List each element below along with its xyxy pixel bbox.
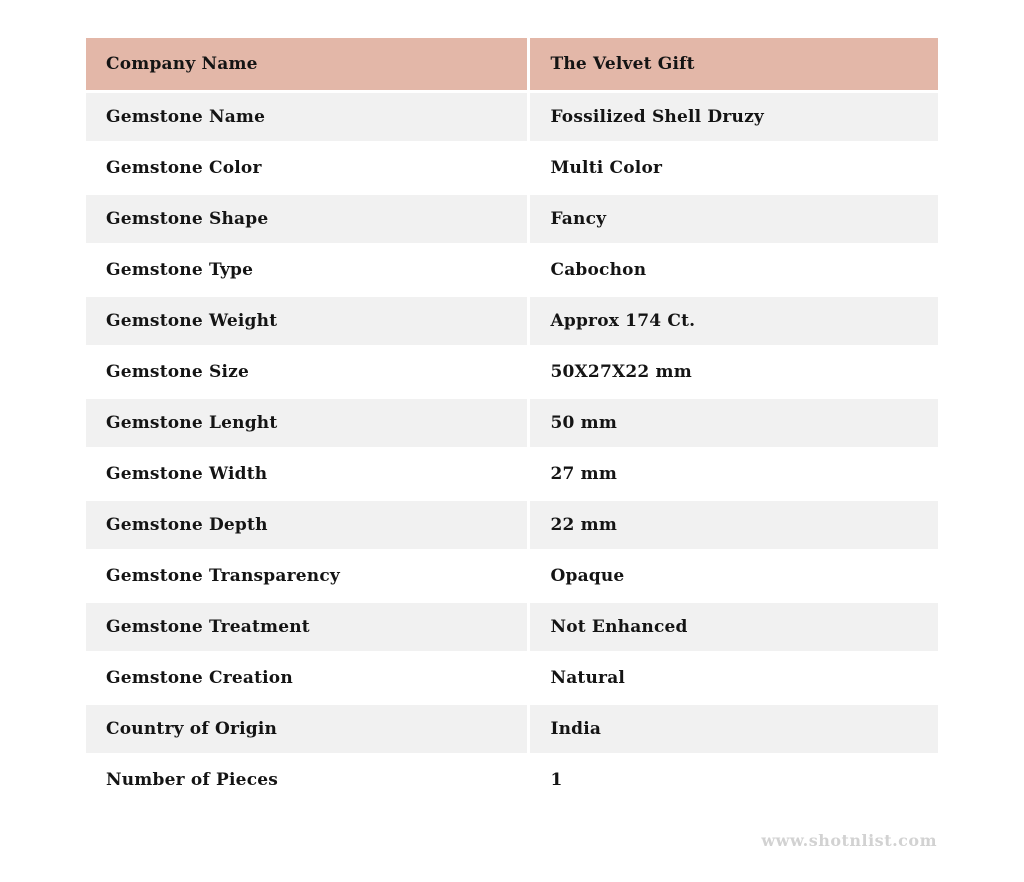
spec-value: Cabochon [530, 246, 938, 294]
company-name-value: The Velvet Gift [530, 38, 938, 90]
spec-value: Fancy [530, 195, 938, 243]
table-row [86, 654, 938, 702]
spec-value: Multi Color [530, 144, 938, 192]
spec-value: 22 mm [530, 501, 938, 549]
table-row [86, 297, 938, 345]
spec-value: Approx 174 Ct. [530, 297, 938, 345]
table-row [86, 144, 938, 192]
spec-value: 50X27X22 mm [530, 348, 938, 396]
spec-label: Gemstone Depth [86, 501, 527, 549]
spec-label: Gemstone Shape [86, 195, 527, 243]
spec-label: Gemstone Treatment [86, 603, 527, 651]
header-row [86, 38, 938, 90]
spec-label: Gemstone Lenght [86, 399, 527, 447]
spec-value: Opaque [530, 552, 938, 600]
table-row [86, 705, 938, 753]
spec-label: Gemstone Creation [86, 654, 527, 702]
spec-label: Gemstone Type [86, 246, 527, 294]
spec-value: 27 mm [530, 450, 938, 498]
spec-label: Gemstone Weight [86, 297, 527, 345]
spec-label: Gemstone Size [86, 348, 527, 396]
table-row [86, 552, 938, 600]
spec-label: Gemstone Name [86, 93, 527, 141]
gemstone-spec-table [83, 35, 941, 807]
spec-value: 50 mm [530, 399, 938, 447]
spec-value: Not Enhanced [530, 603, 938, 651]
table-row [86, 195, 938, 243]
table-row [86, 93, 938, 141]
spec-value: India [530, 705, 938, 753]
table-row [86, 348, 938, 396]
table-row [86, 756, 938, 804]
spec-label: Gemstone Color [86, 144, 527, 192]
spec-label: Gemstone Width [86, 450, 527, 498]
spec-label: Gemstone Transparency [86, 552, 527, 600]
spec-value: Natural [530, 654, 938, 702]
table-row [86, 399, 938, 447]
watermark-text: www.shotnlist.com [761, 831, 937, 850]
table-row [86, 246, 938, 294]
table-row [86, 603, 938, 651]
table-row [86, 501, 938, 549]
spec-value: 1 [530, 756, 938, 804]
company-name-header: Company Name [86, 38, 527, 90]
spec-label: Country of Origin [86, 705, 527, 753]
table-row [86, 450, 938, 498]
spec-label: Number of Pieces [86, 756, 527, 804]
spec-value: Fossilized Shell Druzy [530, 93, 938, 141]
